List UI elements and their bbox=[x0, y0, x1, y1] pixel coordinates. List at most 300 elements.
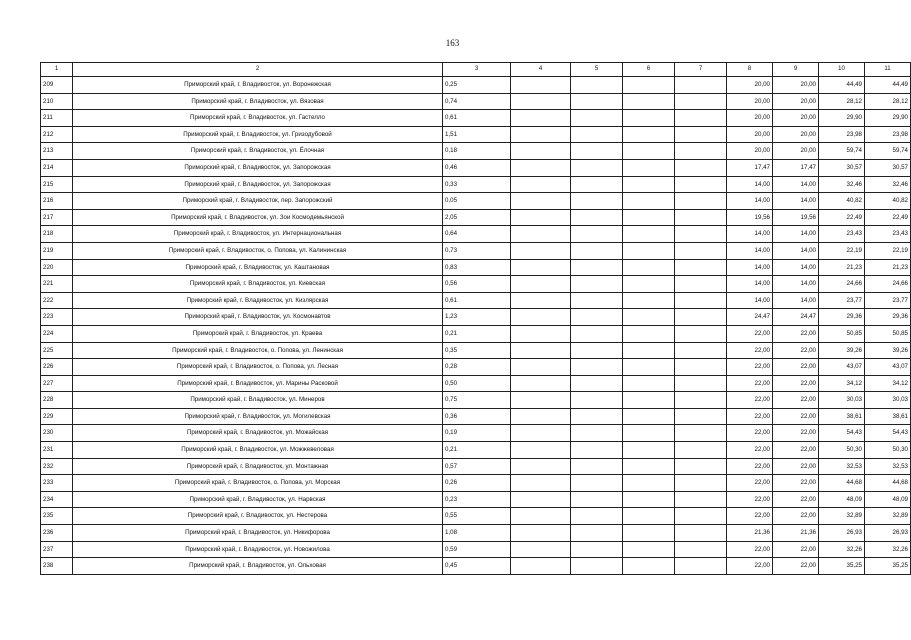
empty-cell bbox=[571, 209, 623, 226]
table-row bbox=[41, 375, 911, 392]
table-row bbox=[41, 491, 911, 508]
value-cell: 22,00 bbox=[773, 508, 819, 525]
empty-cell bbox=[623, 491, 675, 508]
length-cell: 1,51 bbox=[443, 126, 511, 143]
table-header-row bbox=[41, 63, 911, 77]
value-cell: 22,00 bbox=[727, 325, 773, 342]
row-number: 229 bbox=[41, 408, 73, 425]
empty-cell bbox=[511, 408, 571, 425]
empty-cell bbox=[571, 342, 623, 359]
length-cell: 0,55 bbox=[443, 508, 511, 525]
empty-cell bbox=[571, 93, 623, 110]
length-cell: 0,33 bbox=[443, 176, 511, 193]
address-cell: Приморский край, г. Владивосток, ул. Запорожская bbox=[73, 159, 443, 176]
value-cell: 19,56 bbox=[727, 209, 773, 226]
value-cell: 32,53 bbox=[865, 458, 911, 475]
value-cell: 22,00 bbox=[727, 408, 773, 425]
address-cell: Приморский край, г. Владивосток, ул. Новожилова bbox=[73, 541, 443, 558]
value-cell: 17,47 bbox=[773, 159, 819, 176]
value-cell: 29,90 bbox=[865, 110, 911, 127]
value-cell: 43,07 bbox=[865, 359, 911, 376]
empty-cell bbox=[511, 209, 571, 226]
value-cell: 54,43 bbox=[819, 425, 865, 442]
empty-cell bbox=[571, 143, 623, 160]
row-number: 216 bbox=[41, 193, 73, 210]
value-cell: 20,00 bbox=[727, 93, 773, 110]
empty-cell bbox=[675, 558, 727, 575]
row-number: 225 bbox=[41, 342, 73, 359]
table-row bbox=[41, 408, 911, 425]
value-cell: 54,43 bbox=[865, 425, 911, 442]
value-cell: 38,61 bbox=[819, 408, 865, 425]
empty-cell bbox=[675, 325, 727, 342]
empty-cell bbox=[511, 475, 571, 492]
length-cell: 0,21 bbox=[443, 325, 511, 342]
value-cell: 23,98 bbox=[819, 126, 865, 143]
empty-cell bbox=[623, 126, 675, 143]
value-cell: 30,57 bbox=[819, 159, 865, 176]
empty-cell bbox=[571, 292, 623, 309]
row-number: 221 bbox=[41, 276, 73, 293]
value-cell: 22,00 bbox=[773, 425, 819, 442]
value-cell: 50,30 bbox=[865, 442, 911, 459]
empty-cell bbox=[571, 558, 623, 575]
empty-cell bbox=[623, 359, 675, 376]
empty-cell bbox=[511, 292, 571, 309]
value-cell: 24,66 bbox=[819, 276, 865, 293]
row-number: 231 bbox=[41, 442, 73, 459]
value-cell: 22,00 bbox=[773, 491, 819, 508]
empty-cell bbox=[511, 442, 571, 459]
length-cell: 0,59 bbox=[443, 541, 511, 558]
table-row bbox=[41, 93, 911, 110]
value-cell: 22,49 bbox=[865, 209, 911, 226]
empty-cell bbox=[511, 375, 571, 392]
table-row bbox=[41, 77, 911, 94]
empty-cell bbox=[511, 325, 571, 342]
empty-cell bbox=[571, 458, 623, 475]
length-cell: 0,61 bbox=[443, 110, 511, 127]
value-cell: 14,00 bbox=[727, 226, 773, 243]
empty-cell bbox=[511, 176, 571, 193]
value-cell: 14,00 bbox=[773, 259, 819, 276]
table-row bbox=[41, 359, 911, 376]
table-row bbox=[41, 458, 911, 475]
empty-cell bbox=[675, 93, 727, 110]
value-cell: 20,00 bbox=[773, 77, 819, 94]
address-cell: Приморский край, г. Владивосток, ул. Могилевская bbox=[73, 408, 443, 425]
empty-cell bbox=[571, 442, 623, 459]
address-cell: Приморский край, г. Владивосток, ул. Вязовая bbox=[73, 93, 443, 110]
table-row bbox=[41, 525, 911, 542]
empty-cell bbox=[511, 342, 571, 359]
table-row bbox=[41, 176, 911, 193]
value-cell: 29,90 bbox=[819, 110, 865, 127]
value-cell: 20,00 bbox=[727, 77, 773, 94]
value-cell: 22,00 bbox=[773, 325, 819, 342]
column-header: 8 bbox=[727, 63, 773, 77]
value-cell: 29,36 bbox=[819, 309, 865, 326]
column-header: 10 bbox=[819, 63, 865, 77]
row-number: 209 bbox=[41, 77, 73, 94]
length-cell: 0,23 bbox=[443, 491, 511, 508]
row-number: 214 bbox=[41, 159, 73, 176]
empty-cell bbox=[623, 525, 675, 542]
address-cell: Приморский край, г. Владивосток, ул. Зои Космодемьянской bbox=[73, 209, 443, 226]
empty-cell bbox=[675, 143, 727, 160]
empty-cell bbox=[571, 325, 623, 342]
value-cell: 14,00 bbox=[773, 176, 819, 193]
empty-cell bbox=[675, 176, 727, 193]
value-cell: 22,00 bbox=[773, 375, 819, 392]
empty-cell bbox=[571, 525, 623, 542]
value-cell: 20,00 bbox=[773, 126, 819, 143]
empty-cell bbox=[675, 541, 727, 558]
row-number: 238 bbox=[41, 558, 73, 575]
length-cell: 0,26 bbox=[443, 475, 511, 492]
value-cell: 59,74 bbox=[865, 143, 911, 160]
empty-cell bbox=[571, 193, 623, 210]
empty-cell bbox=[675, 458, 727, 475]
value-cell: 22,00 bbox=[727, 458, 773, 475]
length-cell: 0,50 bbox=[443, 375, 511, 392]
empty-cell bbox=[571, 110, 623, 127]
table-row bbox=[41, 425, 911, 442]
value-cell: 59,74 bbox=[819, 143, 865, 160]
address-cell: Приморский край, г. Владивосток, ул. Монтажная bbox=[73, 458, 443, 475]
empty-cell bbox=[675, 491, 727, 508]
address-cell: Приморский край, г. Владивосток, о. Попова, ул. Морская bbox=[73, 475, 443, 492]
empty-cell bbox=[675, 375, 727, 392]
address-cell: Приморский край, г. Владивосток, ул. Кизлярская bbox=[73, 292, 443, 309]
value-cell: 22,00 bbox=[773, 342, 819, 359]
address-cell: Приморский край, г. Владивосток, о. Попова, ул. Ленинская bbox=[73, 342, 443, 359]
value-cell: 40,82 bbox=[865, 193, 911, 210]
empty-cell bbox=[675, 392, 727, 409]
empty-cell bbox=[675, 508, 727, 525]
address-cell: Приморский край, г. Владивосток, ул. Минеров bbox=[73, 392, 443, 409]
empty-cell bbox=[571, 259, 623, 276]
address-cell: Приморский край, г. Владивосток, ул. Запорожская bbox=[73, 176, 443, 193]
empty-cell bbox=[623, 193, 675, 210]
value-cell: 22,00 bbox=[773, 408, 819, 425]
address-cell: Приморский край, г. Владивосток, ул. Космонавтов bbox=[73, 309, 443, 326]
empty-cell bbox=[511, 558, 571, 575]
empty-cell bbox=[623, 425, 675, 442]
length-cell: 0,25 bbox=[443, 77, 511, 94]
empty-cell bbox=[623, 508, 675, 525]
empty-cell bbox=[623, 458, 675, 475]
value-cell: 24,47 bbox=[773, 309, 819, 326]
empty-cell bbox=[623, 159, 675, 176]
empty-cell bbox=[571, 408, 623, 425]
value-cell: 23,43 bbox=[865, 226, 911, 243]
empty-cell bbox=[623, 558, 675, 575]
value-cell: 22,00 bbox=[773, 392, 819, 409]
empty-cell bbox=[511, 541, 571, 558]
value-cell: 22,00 bbox=[727, 491, 773, 508]
value-cell: 32,89 bbox=[819, 508, 865, 525]
value-cell: 32,53 bbox=[819, 458, 865, 475]
empty-cell bbox=[623, 226, 675, 243]
empty-cell bbox=[511, 193, 571, 210]
address-cell: Приморский край, г. Владивосток, ул. Воронежская bbox=[73, 77, 443, 94]
value-cell: 28,12 bbox=[819, 93, 865, 110]
empty-cell bbox=[675, 159, 727, 176]
length-cell: 1,08 bbox=[443, 525, 511, 542]
empty-cell bbox=[623, 110, 675, 127]
empty-cell bbox=[511, 93, 571, 110]
value-cell: 26,93 bbox=[819, 525, 865, 542]
empty-cell bbox=[675, 242, 727, 259]
row-number: 222 bbox=[41, 292, 73, 309]
row-number: 211 bbox=[41, 110, 73, 127]
register-table bbox=[40, 62, 911, 575]
empty-cell bbox=[623, 475, 675, 492]
empty-cell bbox=[623, 93, 675, 110]
value-cell: 28,12 bbox=[865, 93, 911, 110]
length-cell: 0,46 bbox=[443, 159, 511, 176]
length-cell: 0,83 bbox=[443, 259, 511, 276]
value-cell: 21,36 bbox=[727, 525, 773, 542]
row-number: 235 bbox=[41, 508, 73, 525]
value-cell: 17,47 bbox=[727, 159, 773, 176]
value-cell: 44,49 bbox=[865, 77, 911, 94]
empty-cell bbox=[511, 392, 571, 409]
empty-cell bbox=[675, 209, 727, 226]
value-cell: 32,46 bbox=[819, 176, 865, 193]
empty-cell bbox=[571, 309, 623, 326]
value-cell: 23,77 bbox=[819, 292, 865, 309]
value-cell: 39,26 bbox=[819, 342, 865, 359]
empty-cell bbox=[623, 292, 675, 309]
value-cell: 14,00 bbox=[727, 193, 773, 210]
empty-cell bbox=[511, 425, 571, 442]
row-number: 218 bbox=[41, 226, 73, 243]
value-cell: 35,25 bbox=[865, 558, 911, 575]
empty-cell bbox=[571, 541, 623, 558]
table-row bbox=[41, 325, 911, 342]
value-cell: 14,00 bbox=[773, 292, 819, 309]
column-header: 5 bbox=[571, 63, 623, 77]
value-cell: 22,00 bbox=[727, 508, 773, 525]
empty-cell bbox=[675, 475, 727, 492]
empty-cell bbox=[675, 276, 727, 293]
value-cell: 24,66 bbox=[865, 276, 911, 293]
address-cell: Приморский край, г. Владивосток, ул. Можайская bbox=[73, 425, 443, 442]
value-cell: 22,00 bbox=[727, 558, 773, 575]
row-number: 213 bbox=[41, 143, 73, 160]
value-cell: 20,00 bbox=[727, 126, 773, 143]
value-cell: 50,85 bbox=[865, 325, 911, 342]
empty-cell bbox=[675, 525, 727, 542]
empty-cell bbox=[511, 259, 571, 276]
value-cell: 14,00 bbox=[727, 259, 773, 276]
value-cell: 22,00 bbox=[773, 442, 819, 459]
address-cell: Приморский край, г. Владивосток, ул. Киевская bbox=[73, 276, 443, 293]
table-row bbox=[41, 209, 911, 226]
empty-cell bbox=[675, 292, 727, 309]
empty-cell bbox=[675, 442, 727, 459]
empty-cell bbox=[675, 193, 727, 210]
column-header: 9 bbox=[773, 63, 819, 77]
empty-cell bbox=[623, 392, 675, 409]
length-cell: 0,21 bbox=[443, 442, 511, 459]
row-number: 236 bbox=[41, 525, 73, 542]
table-row bbox=[41, 159, 911, 176]
row-number: 210 bbox=[41, 93, 73, 110]
column-header: 4 bbox=[511, 63, 571, 77]
length-cell: 0,64 bbox=[443, 226, 511, 243]
empty-cell bbox=[571, 77, 623, 94]
value-cell: 32,46 bbox=[865, 176, 911, 193]
address-cell: Приморский край, г. Владивосток, ул. Интернациональная bbox=[73, 226, 443, 243]
table-row bbox=[41, 276, 911, 293]
value-cell: 19,56 bbox=[773, 209, 819, 226]
empty-cell bbox=[623, 309, 675, 326]
row-number: 219 bbox=[41, 242, 73, 259]
value-cell: 14,00 bbox=[727, 276, 773, 293]
value-cell: 22,19 bbox=[819, 242, 865, 259]
row-number: 215 bbox=[41, 176, 73, 193]
value-cell: 30,03 bbox=[819, 392, 865, 409]
column-header: 6 bbox=[623, 63, 675, 77]
value-cell: 32,26 bbox=[865, 541, 911, 558]
value-cell: 48,09 bbox=[865, 491, 911, 508]
table-row bbox=[41, 193, 911, 210]
empty-cell bbox=[675, 259, 727, 276]
empty-cell bbox=[675, 408, 727, 425]
address-cell: Приморский край, г. Владивосток, о. Попова, ул. Лесная bbox=[73, 359, 443, 376]
length-cell: 0,28 bbox=[443, 359, 511, 376]
empty-cell bbox=[675, 342, 727, 359]
empty-cell bbox=[511, 242, 571, 259]
value-cell: 22,00 bbox=[727, 541, 773, 558]
length-cell: 1,23 bbox=[443, 309, 511, 326]
empty-cell bbox=[511, 143, 571, 160]
value-cell: 20,00 bbox=[773, 143, 819, 160]
empty-cell bbox=[623, 209, 675, 226]
empty-cell bbox=[571, 392, 623, 409]
value-cell: 22,49 bbox=[819, 209, 865, 226]
value-cell: 22,00 bbox=[727, 392, 773, 409]
column-header: 2 bbox=[73, 63, 443, 77]
empty-cell bbox=[623, 77, 675, 94]
empty-cell bbox=[623, 259, 675, 276]
value-cell: 22,00 bbox=[727, 425, 773, 442]
empty-cell bbox=[511, 508, 571, 525]
column-header: 1 bbox=[41, 63, 73, 77]
value-cell: 22,00 bbox=[773, 458, 819, 475]
value-cell: 40,82 bbox=[819, 193, 865, 210]
value-cell: 22,00 bbox=[727, 359, 773, 376]
empty-cell bbox=[571, 425, 623, 442]
value-cell: 29,36 bbox=[865, 309, 911, 326]
length-cell: 0,56 bbox=[443, 276, 511, 293]
empty-cell bbox=[571, 375, 623, 392]
empty-cell bbox=[623, 408, 675, 425]
empty-cell bbox=[571, 359, 623, 376]
empty-cell bbox=[511, 226, 571, 243]
table-row bbox=[41, 143, 911, 160]
value-cell: 22,00 bbox=[773, 558, 819, 575]
table-row bbox=[41, 126, 911, 143]
table-row bbox=[41, 309, 911, 326]
value-cell: 22,00 bbox=[773, 359, 819, 376]
empty-cell bbox=[623, 342, 675, 359]
row-number: 220 bbox=[41, 259, 73, 276]
empty-cell bbox=[571, 176, 623, 193]
length-cell: 0,45 bbox=[443, 558, 511, 575]
value-cell: 38,61 bbox=[865, 408, 911, 425]
empty-cell bbox=[675, 226, 727, 243]
address-cell: Приморский край, г. Владивосток, ул. Ольховая bbox=[73, 558, 443, 575]
value-cell: 32,26 bbox=[819, 541, 865, 558]
row-number: 234 bbox=[41, 491, 73, 508]
table-row bbox=[41, 242, 911, 259]
value-cell: 50,85 bbox=[819, 325, 865, 342]
row-number: 212 bbox=[41, 126, 73, 143]
value-cell: 22,00 bbox=[727, 342, 773, 359]
value-cell: 32,89 bbox=[865, 508, 911, 525]
value-cell: 14,00 bbox=[773, 242, 819, 259]
empty-cell bbox=[511, 359, 571, 376]
empty-cell bbox=[623, 375, 675, 392]
value-cell: 22,00 bbox=[727, 375, 773, 392]
empty-cell bbox=[571, 226, 623, 243]
empty-cell bbox=[623, 143, 675, 160]
table-body bbox=[41, 77, 911, 575]
value-cell: 20,00 bbox=[773, 93, 819, 110]
row-number: 228 bbox=[41, 392, 73, 409]
address-cell: Приморский край, г. Владивосток, ул. Нарвская bbox=[73, 491, 443, 508]
table-row bbox=[41, 110, 911, 127]
length-cell: 0,36 bbox=[443, 408, 511, 425]
value-cell: 22,00 bbox=[773, 475, 819, 492]
row-number: 233 bbox=[41, 475, 73, 492]
table-row bbox=[41, 259, 911, 276]
length-cell: 0,18 bbox=[443, 143, 511, 160]
empty-cell bbox=[571, 242, 623, 259]
empty-cell bbox=[511, 276, 571, 293]
empty-cell bbox=[571, 491, 623, 508]
empty-cell bbox=[571, 126, 623, 143]
value-cell: 14,00 bbox=[773, 226, 819, 243]
length-cell: 0,35 bbox=[443, 342, 511, 359]
value-cell: 14,00 bbox=[773, 276, 819, 293]
empty-cell bbox=[571, 276, 623, 293]
column-header: 3 bbox=[443, 63, 511, 77]
table-row bbox=[41, 558, 911, 575]
address-cell: Приморский край, г. Владивосток, ул. Нестерова bbox=[73, 508, 443, 525]
value-cell: 24,47 bbox=[727, 309, 773, 326]
table-row bbox=[41, 475, 911, 492]
value-cell: 43,07 bbox=[819, 359, 865, 376]
length-cell: 0,74 bbox=[443, 93, 511, 110]
value-cell: 30,57 bbox=[865, 159, 911, 176]
empty-cell bbox=[623, 325, 675, 342]
length-cell: 0,73 bbox=[443, 242, 511, 259]
value-cell: 26,93 bbox=[865, 525, 911, 542]
value-cell: 14,00 bbox=[727, 242, 773, 259]
empty-cell bbox=[675, 77, 727, 94]
row-number: 230 bbox=[41, 425, 73, 442]
empty-cell bbox=[511, 309, 571, 326]
address-cell: Приморский край, г. Владивосток, ул. Марины Расковой bbox=[73, 375, 443, 392]
empty-cell bbox=[623, 541, 675, 558]
table-row bbox=[41, 541, 911, 558]
empty-cell bbox=[511, 77, 571, 94]
